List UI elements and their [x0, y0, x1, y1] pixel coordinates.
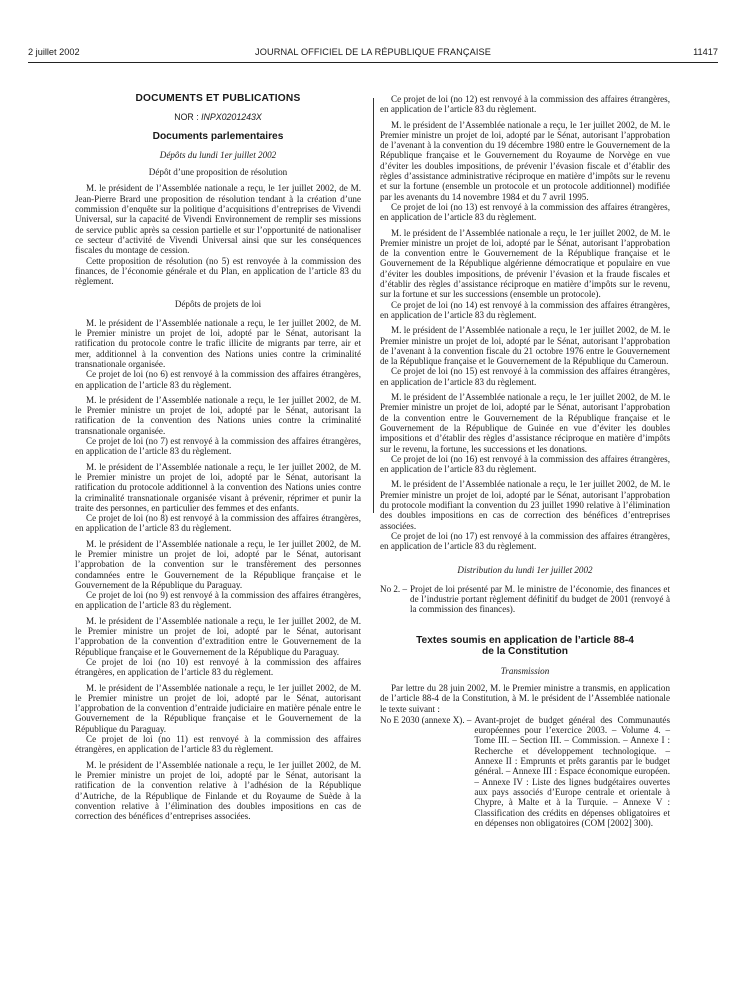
bill-referral: Ce projet de loi (no 14) est renvoyé à la commission des affaires étrangères, en application de l’article 83 du règlement.	[380, 299, 670, 320]
bill-paragraph: M. le président de l’Assemblée nationale a reçu, le 1er juillet 2002, de M. le Premier ministre un projet de loi, adopté par le Sénat, autorisant l’approbation de la convention d’extradition entre le Gouvernement de la République française et le Gouvernement de la République du Paraguay.	[75, 615, 361, 657]
nor-label: NOR :	[174, 112, 202, 123]
bill-paragraph: M. le président de l’Assemblée nationale a reçu, le 1er juillet 2002, de M. le Premier ministre un projet de loi, adopté par le Sénat, autorisant la ratification de la convention des Nations unies contre la criminalité transnationale organisée.	[75, 394, 361, 436]
page-header	[28, 44, 718, 62]
nor-reference	[75, 112, 361, 122]
article-88-4-title-line1: Textes soumis en application de l’article 88-4	[416, 634, 634, 646]
subsection-title: Documents parlementaires	[152, 130, 284, 142]
header-date: 2 juillet 2002	[28, 47, 80, 57]
bill-paragraph: M. le président de l’Assemblée nationale a reçu, le 1er juillet 2002, de M. le Premier ministre un projet de loi, adopté par le Sénat, autorisant l’approbation de la convention entre le Gouvernement de la République française et le Gouvernement de la République algérienne démocratique et populaire en vue d’éviter les doubles impositions, de prévenir l’évasion et la fraude fiscales et d’établir des règles d’assistance réciproque en matière d’impôts sur le revenu, sur la fortune et sur les successions (ensemble un protocole).	[380, 227, 670, 300]
transmission-paragraph: Par lettre du 28 juin 2002, M. le Premier ministre a transmis, en application de l’article 88-4 de la Constitution, à M. le président de l’Assemblée nationale le texte suivant :	[380, 682, 670, 714]
section-title: DOCUMENTS ET PUBLICATIONS	[135, 93, 301, 104]
bill-referral: Ce projet de loi (no 15) est renvoyé à la commission des affaires étrangères, en application de l’article 83 du règlement.	[380, 366, 670, 387]
column-divider	[373, 98, 374, 513]
right-column	[380, 94, 670, 828]
bill-referral: Ce projet de loi (no 16) est renvoyé à la commission des affaires étrangères, en application de l’article 83 du règlement.	[380, 453, 670, 475]
distribution-heading: Distribution du lundi 1er juillet 2002	[457, 565, 593, 576]
bill-paragraph: M. le président de l’Assemblée nationale a reçu, le 1er juillet 2002, de M. le Premier ministre un projet de loi, adopté par le Sénat, autorisant l’approbation de la convention sur le transfèrement des personnes condamnées entre le Gouvernement de la République française et le Gouvernement de la République du Paraguay.	[75, 538, 361, 590]
distribution-item-number: No 2. –	[380, 583, 408, 594]
distribution-item	[380, 584, 670, 615]
bill-paragraph: M. le président de l’Assemblée nationale a reçu, le 1er juillet 2002, de M. le Premier ministre un projet de loi, adopté par le Sénat, autorisant l’approbation de la convention d’entraide judiciaire en matière pénale entre le Gouvernement de la République française et le Gouvernement de la République du Paraguay.	[75, 682, 361, 734]
bill-referral: Ce projet de loi (no 9) est renvoyé à la commission des affaires étrangères, en application de l’article 83 du règlement.	[75, 590, 361, 611]
header-page-number: 11417	[693, 47, 718, 57]
bill-paragraph: M. le président de l’Assemblée nationale a reçu, le 1er juillet 2002, de M. le Premier ministre un projet de loi, adopté par le Sénat, autorisant la ratification du protocole additionnel à la convention des Nations unies contre la criminalité transnationale organisée visant à prévenir, réprimer et punir la traite des personnes, en particulier des femmes et des enfants.	[75, 461, 361, 513]
bill-referral: Ce projet de loi (no 13) est renvoyé à la commission des affaires étrangères, en application de l’article 83 du règlement.	[380, 201, 670, 223]
transmission-item	[380, 715, 670, 828]
resolution-heading: Dépôt d’une proposition de résolution	[148, 167, 288, 178]
article-88-4-title	[380, 635, 670, 657]
bill-referral: Ce projet de loi (no 12) est renvoyé à la commission des affaires étrangères, en application de l’article 83 du règlement.	[380, 94, 670, 115]
bill-referral: Ce projet de loi (no 17) est renvoyé à la commission des affaires étrangères, en application de l’article 83 du règlement.	[380, 530, 670, 552]
resolution-paragraph: Cette proposition de résolution (no 5) est renvoyée à la commission des finances, de l’économie générale et du Plan, en application de l’article 83 du règlement.	[75, 255, 361, 287]
left-column	[75, 94, 361, 821]
bill-referral: Ce projet de loi (no 7) est renvoyé à la commission des affaires étrangères, en application de l’article 83 du règlement.	[75, 436, 361, 457]
bill-paragraph: M. le président de l’Assemblée nationale a reçu, le 1er juillet 2002, de M. le Premier ministre un projet de loi, adopté par le Sénat, autorisant l’approbation du protocole modifiant la convention du 23 juillet 1990 relative à l’élimination des doubles impositions en cas de correction des bénéfices d’entreprises associées.	[380, 479, 670, 531]
bill-referral: Ce projet de loi (no 8) est renvoyé à la commission des affaires étrangères, en application de l’article 83 du règlement.	[75, 513, 361, 534]
nor-code: INPX0201243X	[201, 112, 262, 123]
article-88-4-title-line2: de la Constitution	[481, 645, 569, 657]
transmission-heading: Transmission	[500, 665, 550, 676]
bill-paragraph: M. le président de l’Assemblée nationale a reçu, le 1er juillet 2002, de M. le Premier ministre un projet de loi, adopté par le Sénat, autorisant l’approbation de l’avenant à la convention fiscale du 21 octobre 1976 entre le Gouvernement de la République française et le Gouvernement de la République du Cameroun.	[380, 325, 670, 367]
bill-referral: Ce projet de loi (no 11) est renvoyé à la commission des affaires étrangères, en application de l’article 83 du règlement.	[75, 734, 361, 755]
bill-paragraph: M. le président de l’Assemblée nationale a reçu, le 1er juillet 2002, de M. le Premier ministre un projet de loi, adopté par le Sénat, autorisant la ratification du protocole contre le trafic illicite de migrants par terre, air et mer, additionnel à la convention des Nations unies contre la criminalité transnationale organisée.	[75, 317, 361, 369]
header-journal-title: JOURNAL OFFICIEL DE LA RÉPUBLIQUE FRANÇAISE	[255, 47, 491, 57]
deposits-date: Dépôts du lundi 1er juillet 2002	[159, 149, 277, 160]
header-rule	[28, 62, 718, 63]
transmission-item-text: Avant-projet de budget général des Communautés européennes pour l’exercice 2003. – Volume 4. – Tome III. – Section III. – Commission. – Annexe I : Recherche et développement technologique. – Annexe II : Emprunts et prêts garantis par le budget général. – Annexe III : Espace économique européen. – Annexe IV : Liste des lignes budgétaires ouvertes aux pays associés d’Europe centrale et orientale à Chypre, à Malte et à la Turquie. – Annexe V : Classification des crédits en dépenses obligatoires et en dépenses non obligatoires (COM [2002] 300).	[474, 714, 670, 828]
distribution-item-text: Projet de loi présenté par M. le ministre de l’économie, des finances et de l’industrie portant règlement définitif du budget de 2001 (renvoyé à la commission des finances).	[410, 583, 670, 615]
bill-referral: Ce projet de loi (no 10) est renvoyé à la commission des affaires étrangères, en application de l’article 83 du règlement.	[75, 656, 361, 678]
bills-heading: Dépôts de projets de loi	[174, 299, 262, 310]
bill-paragraph: M. le président de l’Assemblée nationale a reçu, le 1er juillet 2002, de M. le Premier ministre un projet de loi, adopté par le Sénat, autorisant l’approbation de la convention entre le Gouvernement de la République française et le Gouvernement de la République de Guinée en vue d’éviter les doubles impositions et d’établir des règles d’assistance réciproque en matière d’impôts sur le revenu, la fortune, les successions et les donations.	[380, 392, 670, 454]
resolution-paragraph: M. le président de l’Assemblée nationale a reçu, le 1er juillet 2002, de M. Jean-Pierre Brard une proposition de résolution tendant à la création d’une commission d’enquête sur la politique d’acquisitions d’entreprises de Vivendi Universal, sur la capacité de Vivendi Environnement de remplir ses missions de service public après sa cession partielle et sur l’opportunité de nationaliser ce secteur d’activité de Vivendi Universal ainsi que sur les conséquences fiscales du montage de cession.	[75, 183, 361, 256]
transmission-item-number: No E 2030 (annexe X). –	[380, 714, 472, 725]
bill-paragraph: M. le président de l’Assemblée nationale a reçu, le 1er juillet 2002, de M. le Premier ministre un projet de loi, adopté par le Sénat, autorisant l’approbation de l’avenant à la convention du 19 décembre 1980 entre le Gouvernement de la République française et le Gouvernement du Royaume de Norvège en vue d’éviter les doubles impositions, de prévenir l’évasion fiscale et d’établir des règles d’assistance administrative réciproque en matière d’impôts sur le revenu et sur la fortune (ensemble un protocole et un protocole additionnel) modifiée par les avenants du 14 novembre 1984 et du 7 avril 1995.	[380, 119, 670, 202]
bill-paragraph: M. le président de l’Assemblée nationale a reçu, le 1er juillet 2002, de M. le Premier ministre un projet de loi, adopté par le Sénat, autorisant la ratification de la convention relative à l’adhésion de la République d’Autriche, de la République de Finlande et du Royaume de Suède à la convention relative à l’élimination des doubles impositions en cas de correction des bénéfices d’entreprises associées.	[75, 759, 361, 822]
bill-referral: Ce projet de loi (no 6) est renvoyé à la commission des affaires étrangères, en application de l’article 83 du règlement.	[75, 369, 361, 390]
